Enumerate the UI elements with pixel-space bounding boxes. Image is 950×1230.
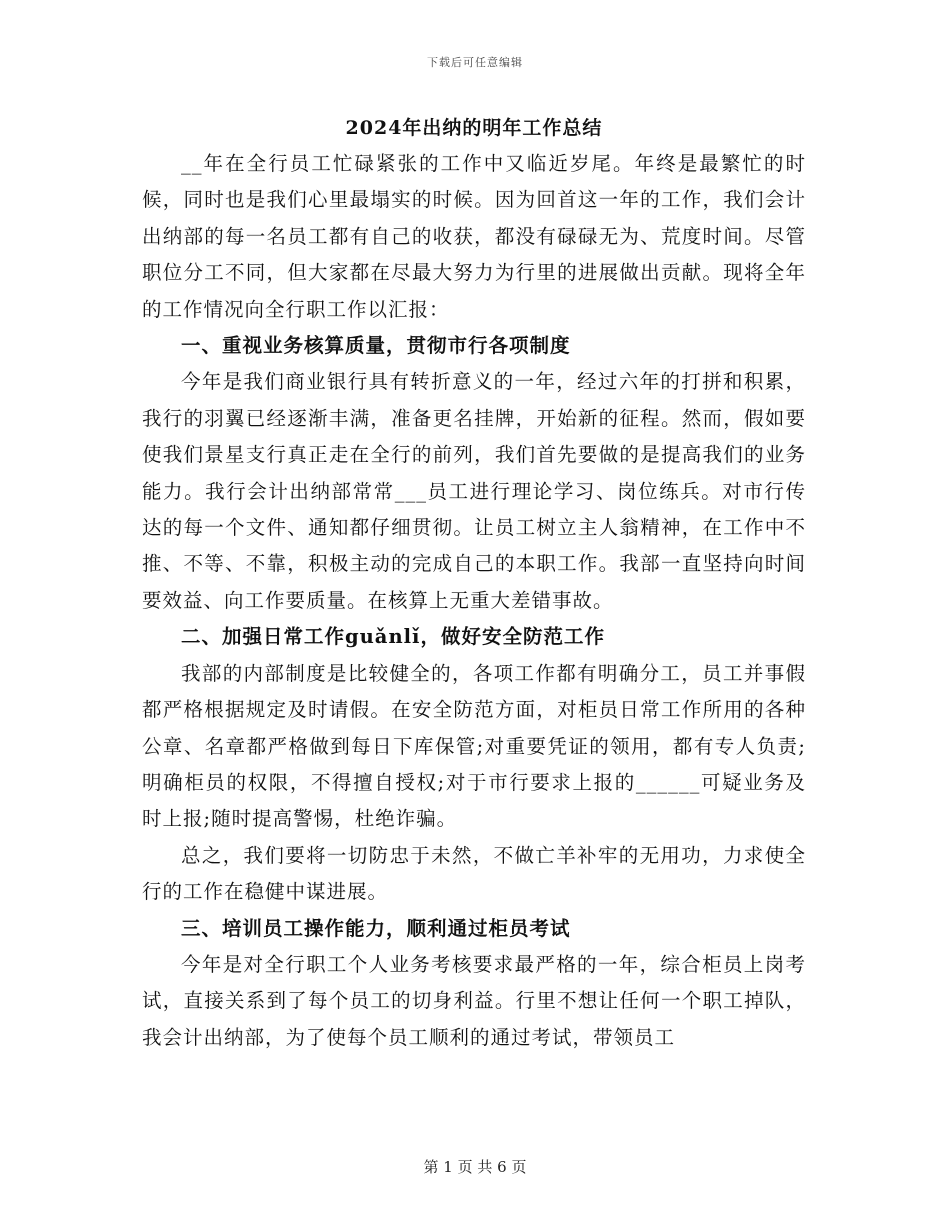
section-1-paragraph-1: 今年是我们商业银行具有转折意义的一年，经过六年的打拼和积累，我行的羽翼已经逐渐丰满，准备更名挂牌，开始新的征程。然而，假如要使我们景星支行真正走在全行的前列，我们首先要做的是提高我们的业务能力。我行会计出纳部常常___员工进行理论学习、岗位练兵。对市行传达的每一个文件、通知都仔细贯彻。让员工树立主人翁精神，在工作中不推、不等、不靠，积极主动的完成自己的本职工作。我部一直坚持向时间要效益、向工作要质量。在核算上无重大差错事故。 bbox=[142, 370, 806, 612]
section-heading-3: 三、培训员工操作能力，顺利通过柜员考试 bbox=[181, 916, 571, 940]
section-2-paragraph-1: 我部的内部制度是比较健全的，各项工作都有明确分工，员工并事假都严格根据规定及时请假。在安全防范方面，对柜员日常工作所用的各种公章、名章都严格做到每日下库保管;对重要凭证的领用，都有专人负责;明确柜员的权限，不得擅自授权;对于市行要求上报的______可疑业务及时上报;随时提高警惕，杜绝诈骗。 bbox=[142, 661, 806, 831]
document-body bbox=[142, 116, 806, 1056]
section-heading-2: 二、加强日常工作guǎnlǐ，做好安全防范工作 bbox=[181, 625, 605, 649]
document-title: 2024年出纳的明年工作总结 bbox=[345, 117, 603, 139]
header-note: 下载后可任意编辑 bbox=[427, 56, 523, 69]
section-3-paragraph-1: 今年是对全行职工个人业务考核要求最严格的一年，综合柜员上岗考试，直接关系到了每个员工的切身利益。行里不想让任何一个职工掉队，我会计出纳部，为了使每个员工顺利的通过考试，带领员工 bbox=[142, 952, 806, 1049]
intro-paragraph: __年在全行员工忙碌紧张的工作中又临近岁尾。年终是最繁忙的时候，同时也是我们心里最塌实的时候。因为回首这一年的工作，我们会计出纳部的每一名员工都有自己的收获，都没有碌碌无为、荒度时间。尽管职位分工不同，但大家都在尽最大努力为行里的进展做出贡献。现将全年的工作情况向全行职工作以汇报： bbox=[142, 152, 806, 321]
section-heading-1: 一、重视业务核算质量，贯彻市行各项制度 bbox=[181, 334, 571, 358]
page-number: 第 1 页 共 6 页 bbox=[423, 1158, 527, 1176]
section-2-paragraph-2: 总之，我们要将一切防忠于未然，不做亡羊补牢的无用功，力求使全行的工作在稳健中谋进展。 bbox=[142, 843, 806, 904]
